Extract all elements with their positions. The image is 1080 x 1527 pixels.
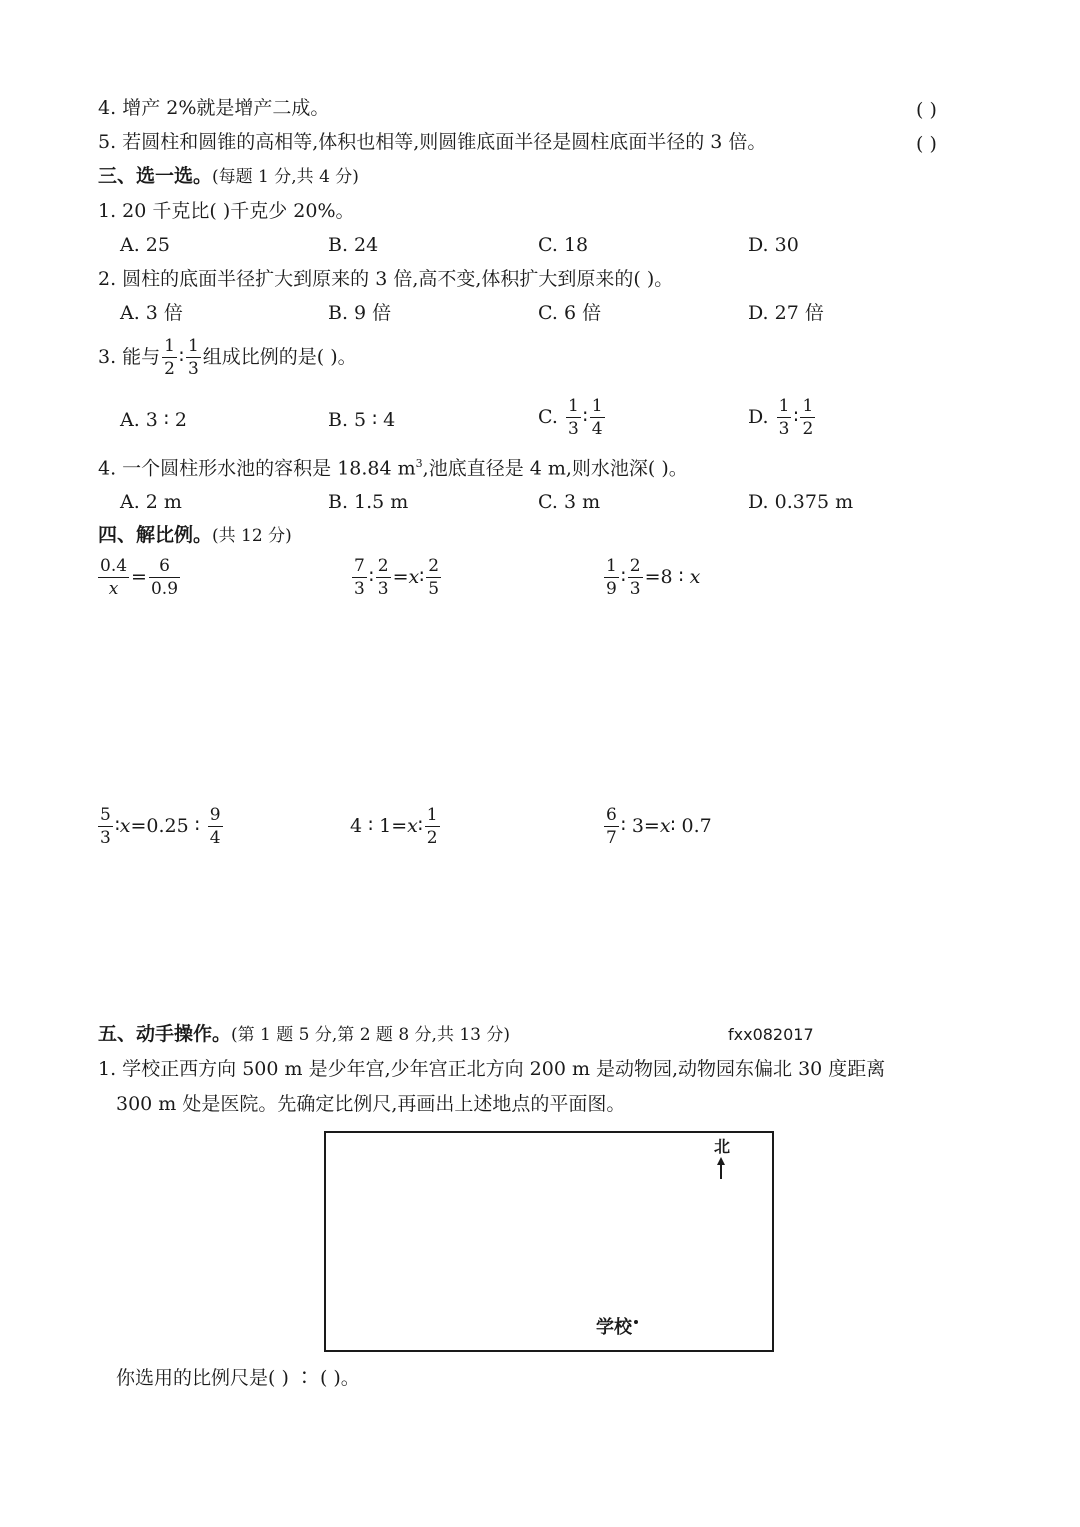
school-label: 学校 <box>596 1317 632 1338</box>
section4-note: (共 12 分) <box>212 526 292 546</box>
fraction: $\frac{5}{3}$ <box>100 805 111 848</box>
map-drawing-area[interactable] <box>324 1131 774 1352</box>
fraction: $\frac{6}{7}$ <box>606 805 617 848</box>
choice-q1-option-c[interactable]: C. 18 <box>538 234 589 256</box>
fraction: $\frac{1}{2}$ <box>426 805 438 848</box>
judge-q4-text: 增产 2%就是增产二成。 <box>122 97 330 119</box>
choice-q2-text: 2. 圆柱的底面半径扩大到原来的 3 倍,高不变,体积扩大到原来的( )。 <box>98 268 674 290</box>
ratio-colon: ∶ <box>417 815 423 837</box>
fraction: $\frac{1}{3}$ <box>567 396 579 439</box>
unknown-x: x <box>689 566 701 588</box>
equals-sign: = <box>392 566 409 588</box>
choice-q1-option-d[interactable]: D. 30 <box>748 234 799 256</box>
choice-q2-option-b[interactable]: B. 9 倍 <box>328 302 392 324</box>
unknown-x: x <box>408 566 420 588</box>
section3-note: (每题 1 分,共 4 分) <box>212 167 359 187</box>
judge-q4 <box>98 99 329 118</box>
operation-q1-line1: 1. 学校正西方向 500 m 是少年宫,少年宫正北方向 200 m 是动物园,动物园东偏北 30 度距离 <box>98 1058 886 1080</box>
fraction: $\frac{0.4}{x}$ <box>100 556 128 599</box>
proportion-5 <box>350 807 442 847</box>
unknown-x: x <box>119 815 131 837</box>
judge-q5 <box>98 133 766 152</box>
ratio-colon: ∶ <box>419 566 425 588</box>
north-arrow-icon <box>715 1157 727 1179</box>
ratio-colon: ∶ <box>368 566 374 588</box>
section4-title: 四、解比例。 <box>98 524 213 546</box>
section5-heading <box>98 1025 510 1044</box>
scale-answer-line[interactable]: 你选用的比例尺是( ) ∶ ( )。 <box>116 1367 360 1389</box>
section3-heading <box>98 167 359 186</box>
ratio-colon: ∶ <box>179 346 184 368</box>
judge-q4-number: 4. <box>98 97 117 119</box>
fraction: $\frac{1}{9}$ <box>606 556 617 599</box>
section5-note: (第 1 题 5 分,第 2 题 8 分,共 13 分) <box>231 1025 511 1045</box>
choice-q3-option-d[interactable] <box>748 398 817 438</box>
choice-q4-text-a: 4. 一个圆柱形水池的容积是 18.84 m <box>98 457 416 480</box>
fraction: $\frac{1}{3}$ <box>187 336 199 379</box>
equation-middle: ∶ 3= <box>620 815 660 837</box>
unknown-x: x <box>659 815 671 837</box>
fraction: $\frac{6}{0.9}$ <box>150 556 179 599</box>
proportion-3 <box>602 558 700 598</box>
section5-title: 五、动手操作。 <box>98 1023 232 1045</box>
choice-q3-text <box>98 338 357 378</box>
equation-lead: 4 ∶ 1= <box>350 815 408 837</box>
choice-q3-option-b[interactable]: B. 5 ∶ 4 <box>328 409 396 431</box>
choice-q2-option-a[interactable]: A. 3 倍 <box>120 302 183 324</box>
superscript: 3 <box>415 457 423 470</box>
operation-q1-line2: 300 m 处是医院。先确定比例尺,再画出上述地点的平面图。 <box>116 1093 626 1115</box>
choice-q4-text <box>98 458 688 478</box>
choice-q1-option-b[interactable]: B. 24 <box>328 234 379 256</box>
proportion-1 <box>96 558 182 598</box>
choice-q3-suffix: 组成比例的是( )。 <box>202 346 357 368</box>
proportion-6 <box>602 807 712 847</box>
choice-q1-option-a[interactable]: A. 25 <box>120 234 170 256</box>
equation-rest: =8 ∶ <box>644 566 690 588</box>
choice-q2-option-d[interactable]: D. 27 倍 <box>748 302 824 324</box>
fraction: $\frac{1}{3}$ <box>778 396 790 439</box>
ratio-colon: ∶ <box>114 815 120 837</box>
judge-q5-number: 5. <box>98 131 117 153</box>
equation-tail: ∶ 0.7 <box>670 815 712 837</box>
choice-q3-option-c[interactable] <box>538 398 607 438</box>
unknown-x: x <box>407 815 418 837</box>
section4-heading <box>98 526 292 545</box>
choice-q4-text-b: ,池底直径是 4 m,则水池深( )。 <box>422 457 688 480</box>
choice-q4-option-c[interactable]: C. 3 m <box>538 491 601 513</box>
ratio-colon: ∶ <box>620 566 626 588</box>
choice-q4-option-b[interactable]: B. 1.5 m <box>328 491 409 513</box>
choice-q1-text: 1. 20 千克比( )千克少 20%。 <box>98 200 355 222</box>
judge-q5-text: 若圆柱和圆锥的高相等,体积也相等,则圆锥底面半径是圆柱底面半径的 3 倍。 <box>122 131 767 153</box>
fraction: $\frac{1}{2}$ <box>164 336 175 379</box>
fraction: $\frac{1}{2}$ <box>802 396 814 439</box>
option-letter: D. <box>748 406 769 428</box>
equation-middle: =0.25 ∶ <box>130 815 206 837</box>
fraction: $\frac{9}{4}$ <box>209 805 221 848</box>
choice-q4-option-a[interactable]: A. 2 m <box>120 491 182 513</box>
section3-title: 三、选一选。 <box>98 165 213 187</box>
equals-sign: = <box>131 566 147 588</box>
judge-q5-answer-box[interactable]: ( ) <box>916 133 937 155</box>
choice-q3-prefix: 3. 能与 <box>98 346 161 368</box>
choice-q2-option-c[interactable]: C. 6 倍 <box>538 302 602 324</box>
doc-code: fxx082017 <box>728 1025 814 1044</box>
ratio-colon: ∶ <box>582 406 588 428</box>
fraction: $\frac{2}{5}$ <box>428 556 440 599</box>
fraction: $\frac{1}{4}$ <box>591 396 603 439</box>
proportion-4 <box>96 807 225 847</box>
option-letter: C. <box>538 406 558 428</box>
north-label: 北 <box>714 1137 731 1156</box>
judge-q4-answer-box[interactable]: ( ) <box>916 99 937 121</box>
choice-q4-option-d[interactable]: D. 0.375 m <box>748 491 854 513</box>
fraction: $\frac{2}{3}$ <box>629 556 641 599</box>
fraction: $\frac{2}{3}$ <box>377 556 389 599</box>
school-point <box>634 1320 638 1324</box>
ratio-colon: ∶ <box>793 406 799 428</box>
choice-q3-option-a[interactable]: A. 3 ∶ 2 <box>120 409 188 431</box>
proportion-2 <box>350 558 443 598</box>
fraction: $\frac{7}{3}$ <box>354 556 365 599</box>
